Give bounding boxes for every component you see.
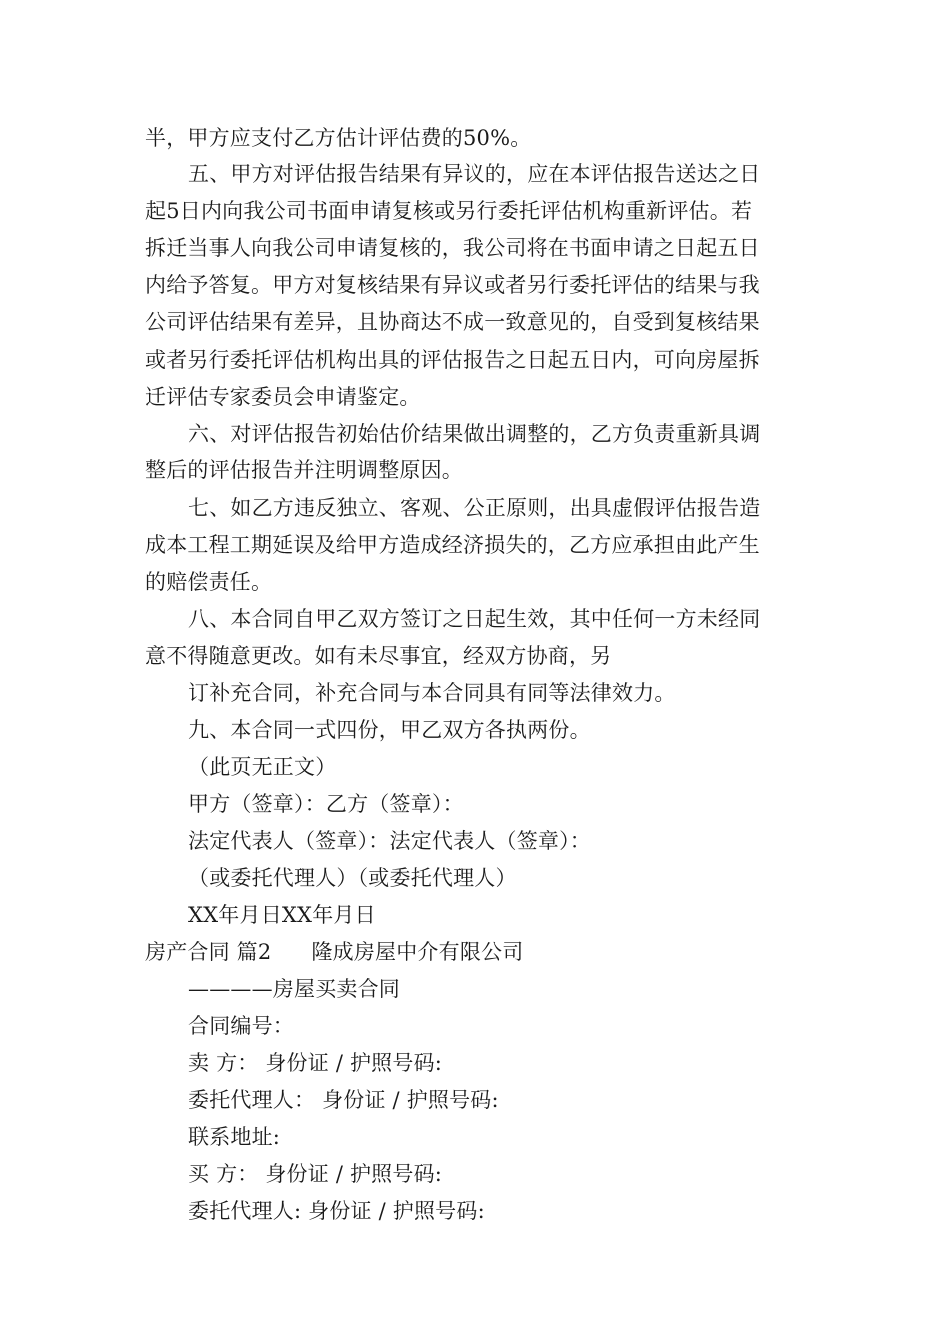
signature-agents: （或委托代理人）（或委托代理人） (188, 866, 517, 890)
paragraph-7-start: 七、如乙方违反独立、客观、公正原则，出具虚假评估报告造 (188, 496, 761, 520)
no-content-note: （此页无正文） (188, 755, 337, 779)
seller-agent-field: 委托代理人： 身份证 / 护照号码: (188, 1088, 499, 1112)
text-line: 内给予答复。甲方对复核结果有异议或者另行委托评估的结果与我 (145, 273, 760, 297)
text-line: 的赔偿责任。 (145, 570, 273, 594)
text-line: 或者另行委托评估机构出具的评估报告之日起五日内，可向房屋拆 (145, 348, 760, 372)
contact-address-field: 联系地址: (188, 1125, 281, 1149)
text-line: 公司评估结果有差异，且协商达不成一致意见的，自受到复核结果 (145, 310, 760, 334)
text-line: 意不得随意更改。如有未尽事宜，经双方协商，另 (145, 644, 612, 668)
text-line: 迁评估专家委员会申请鉴定。 (145, 385, 421, 409)
signature-parties: 甲方（签章）：乙方（签章）： (188, 792, 464, 816)
buyer-field: 买 方： 身份证 / 护照号码: (188, 1162, 443, 1186)
text-line: 订补充合同，补充合同与本合同具有同等法律效力。 (188, 681, 676, 705)
company-name: 隆成房屋中介有限公司 (311, 940, 524, 964)
text-line: 成本工程工期延误及给甲方造成经济损失的，乙方应承担由此产生 (145, 533, 760, 557)
signature-dates: XX年月日XX年月日 (188, 903, 376, 927)
contract-title: ————房屋买卖合同 (188, 977, 400, 1001)
contract-number: 合同编号： (188, 1014, 294, 1038)
paragraph-5-start: 五、甲方对评估报告结果有异议的，应在本评估报告送达之日 (188, 162, 761, 186)
seller-field: 卖 方： 身份证 / 护照号码: (188, 1051, 443, 1075)
section-heading: 房产合同 篇2 (145, 940, 272, 964)
paragraph-9: 九、本合同一式四份，甲乙双方各执两份。 (188, 718, 591, 742)
text-line: 整后的评估报告并注明调整原因。 (145, 458, 463, 482)
paragraph-8-start: 八、本合同自甲乙双方签订之日起生效，其中任何一方未经同 (188, 607, 761, 631)
text-line: 半，甲方应支付乙方估计评估费的50%。 (145, 126, 532, 150)
buyer-agent-field: 委托代理人: 身份证 / 护照号码: (188, 1199, 485, 1223)
text-line: 起5日内向我公司书面申请复核或另行委托评估机构重新评估。若 (145, 199, 753, 223)
text-line: 拆迁当事人向我公司申请复核的，我公司将在书面申请之日起五日 (145, 236, 760, 260)
signature-representatives: 法定代表人（签章）：法定代表人（签章）： (188, 829, 591, 853)
section-heading-row (145, 938, 523, 966)
paragraph-6-start: 六、对评估报告初始估价结果做出调整的，乙方负责重新具调 (188, 422, 761, 446)
